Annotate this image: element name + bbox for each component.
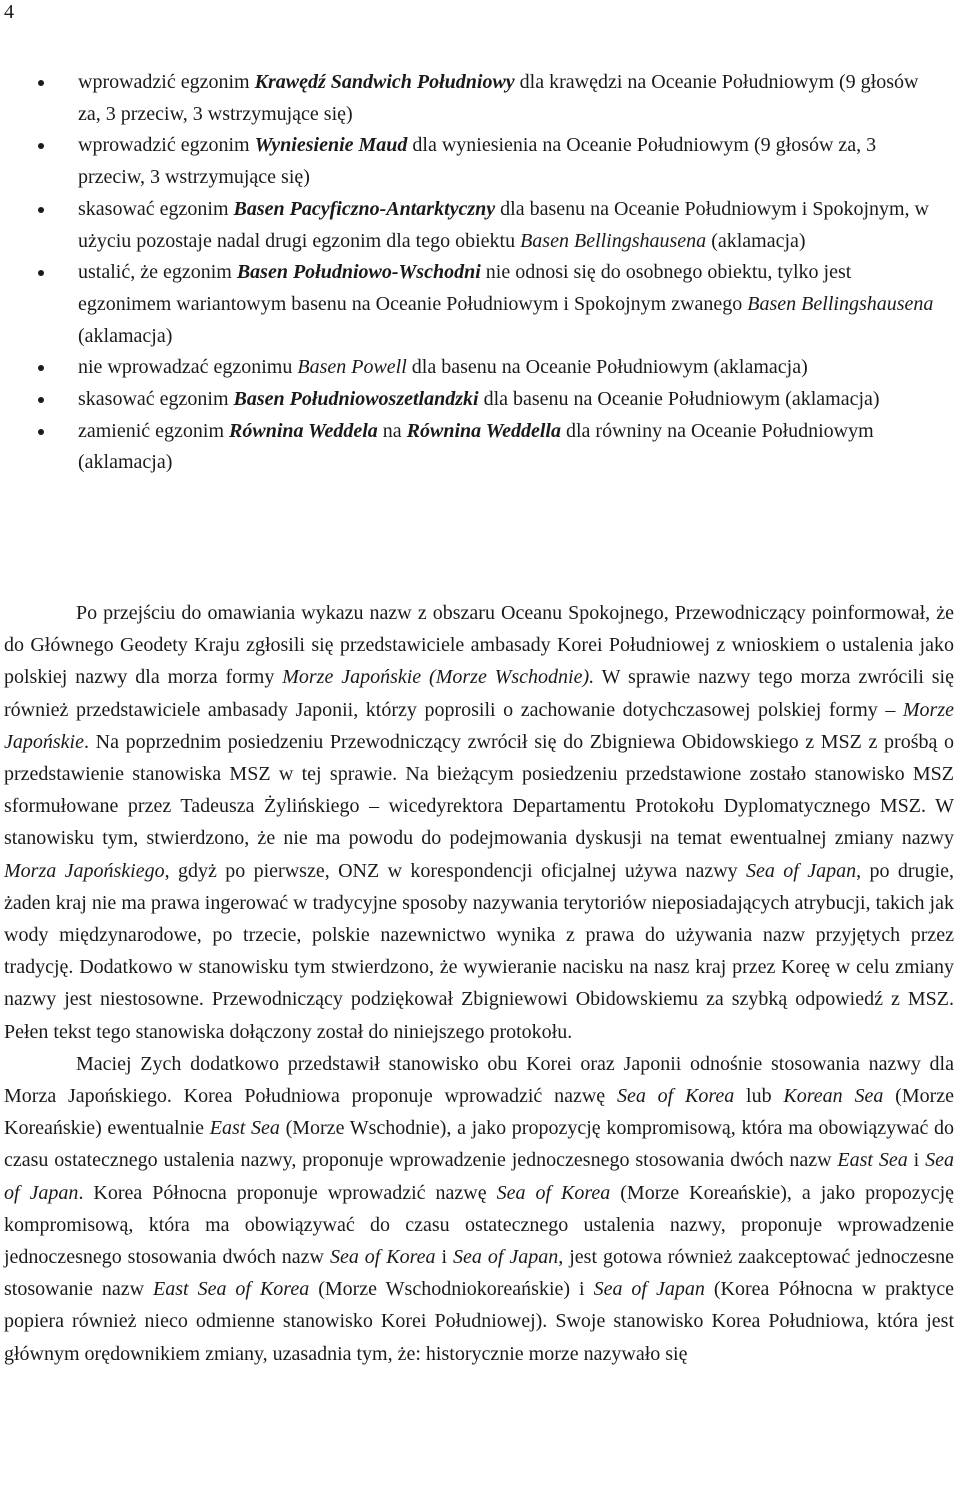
bullet-icon [38,270,44,276]
bullet-icon [38,143,44,149]
item-text: wprowadzić egzonim [78,134,255,157]
item-text: zamienić egzonim [78,419,230,442]
paragraph-korea-japan-positions [4,1048,954,1370]
exonym-bold: Basen Pacyficzno-Antarktyczny [233,197,496,220]
italic-name: Sea of Korea [496,1181,611,1204]
list-item [0,67,960,130]
paragraph-text: . Na poprzednim posiedzeniu Przewodniczący zwrócił się do Zbigniewa Obidowskiego z MSZ z prośbą o przedstawienie stanowiska MSZ w tej sprawie. Na bieżącym posiedzeniu przedstawione zostało stanowisko MSZ sformułowane przez Tadeusza Żylińskiego – wicedyrektora Departamentu Protokołu Dyplomatycznego MSZ. W stanowisku tym, stwierdzono, że nie ma powodu do podejmowania dyskusji na temat ewentualnej zmiany nazwy [4,730,954,850]
paragraph-text: i [435,1246,454,1269]
paragraph-text: . Korea Północna proponuje wprowadzić nazwę [78,1181,497,1204]
exonym-italic: Basen Bellingshausena [747,292,934,315]
item-text: dla basenu na Oceanie Południowym (aklamacja) [478,388,880,411]
paragraph-text: Maciej Zych dodatkowo przedstawił stanowisko obu Korei oraz Japonii odnośnie stosowania nazwy dla Morza Japońskiego. Korea Południowa proponuje wprowadzić nazwę [4,1052,954,1108]
item-text: skasować egzonim [78,197,234,220]
bullet-icon [38,207,44,213]
body-text [4,597,954,1370]
item-text: dla wyniesienia na Oceanie Południowym (9 głosów za, 3 przeciw, 3 wstrzymujące się) [78,134,877,189]
item-text: (aklamacja) [706,229,806,252]
item-text: dla krawędzi na Oceanie Południowym (9 głosów za, 3 przeciw, 3 wstrzymujące się) [78,71,919,125]
list-item [0,416,960,479]
paragraph-text: (Morze Koreańskie), a jako propozycję kompromisową, która ma obowiązywać do czasu ostatecznego ustalenia nazwy, proponuje wprowadzenie jednoczesnego stosowania dwóch nazw [4,1181,954,1269]
exonym-bold: Równina Weddella [406,419,561,442]
paragraph-text: , po drugie, żaden kraj nie ma prawa ingerować w tradycyjne sposoby nazywania terytoriów nieposiadających atrybucji, takich jak wody międzynarodowe, po trzecie, polskie nazewnictwo wynika z prawa do używania nazw przyjętych przez tradycję. Dodatkowo w stanowisku tym stwierdzono, że wywieranie nacisku na nasz kraj przez Koreę w celu zmiany nazwy jest niestosowne. Przewodniczący podziękował Zbigniewowi Obidowskiemu za szybką odpowiedź z MSZ. Pełen tekst tego stanowiska dołączony został do niniejszego protokołu. [4,859,955,1043]
paragraph-text: (Korea Północna w praktyce popiera również nieco odmienne stanowisko Korei Południowej). Swoje stanowisko Korea Południowa, która jest głównym orędownikiem zmiany, uzasadnia tym, że: historycznie morze nazywało się [4,1278,955,1365]
item-text: nie wprowadzać egzonimu [78,356,298,379]
paragraph-text: , gdyż po pierwsze, ONZ w korespondencji oficjalnej używa nazwy [164,859,747,882]
italic-name: Sea of Japan [746,859,857,882]
item-text: wprowadzić egzonim [78,71,255,93]
exonym-italic: Basen Powell [297,356,407,379]
paragraph-text: (Morze Wschodniokoreańskie) i [309,1278,594,1301]
item-text: (aklamacja) [78,324,173,347]
item-text: na [377,419,407,442]
exonym-bold: Basen Południowoszetlandzki [233,388,479,411]
italic-name: East Sea of Korea [153,1278,310,1301]
bullet-icon [38,365,44,371]
item-text: ustalić, że egzonim [78,261,237,284]
italic-name: Sea of Japan [593,1278,705,1301]
italic-name: Korean Sea [783,1085,884,1108]
paragraph-text: lub [734,1085,784,1108]
paragraph-text: (Morze Wschodnie), a jako propozycję kompromisową, która ma obowiązywać do czasu ostatecznego ustalenia nazwy, proponuje wprowadzenie jednoczesnego stosowania dwóch nazw [4,1117,955,1172]
italic-name: East Sea [209,1117,280,1140]
italic-name: Sea of Korea [329,1246,436,1269]
decision-list [0,67,960,479]
exonym-bold: Równina Weddela [229,419,378,442]
italic-name: Morze Japońskie [4,698,954,753]
list-item [0,130,960,193]
item-text: nie odnosi się do osobnego obiektu, tylko jest egzonimem wariantowym basenu na Oceanie Południowym i Spokojnym zwanego [78,261,852,315]
item-text: dla równiny na Oceanie Południowym (aklamacja) [78,419,874,474]
exonym-bold: Krawędź Sandwich Południowy [254,71,515,93]
paragraph-text: i [907,1149,926,1172]
italic-name: Morze Japońskie (Morze Wschodnie). [282,666,595,689]
bullet-icon [38,429,44,435]
list-item [0,384,960,416]
paragraph-text: , jest gotowa również zaakceptować jednoczesne stosowanie nazw [4,1246,954,1301]
paragraph-text: (Morze Koreańskie) ewentualnie [4,1085,955,1140]
exonym-bold: Basen Południowo-Wschodni [236,261,481,284]
exonym-bold: Wyniesienie Maud [254,134,408,157]
list-item [0,194,960,257]
list-item [0,257,960,352]
item-text: skasować egzonim [78,388,234,411]
bullet-icon [38,397,44,403]
bullet-icon [38,80,44,86]
item-text: dla basenu na Oceanie Południowym i Spokojnym, w użyciu pozostaje nadal drugi egzonim dla tego obiektu [78,197,929,252]
paragraph-sea-of-japan-request [4,597,954,1048]
exonym-italic: Basen Bellingshausena [520,229,707,252]
italic-name: Sea of Japan [4,1149,954,1204]
page-number: 4 [4,1,14,23]
italic-name: Sea of Japan [453,1246,559,1269]
item-text: dla basenu na Oceanie Południowym (aklamacja) [406,356,808,379]
paragraph-text: Po przejściu do omawiania wykazu nazw z obszaru Oceanu Spokojnego, Przewodniczący poinformował, że do Głównego Geodety Kraju zgłosili się przedstawiciele ambasady Korei Południowej z wnioskiem o ustalenia jako polskiej nazwy dla morza formy [4,602,954,689]
italic-name: Sea of Korea [616,1085,735,1108]
italic-name: Morza Japońskiego [4,859,165,882]
list-item [0,352,960,384]
italic-name: East Sea [837,1149,908,1172]
paragraph-text: W sprawie nazwy tego morza zwrócili się również przedstawiciele ambasady Japonii, którzy poprosili o zachowanie dotychczasowej polskiej formy – [4,666,954,721]
